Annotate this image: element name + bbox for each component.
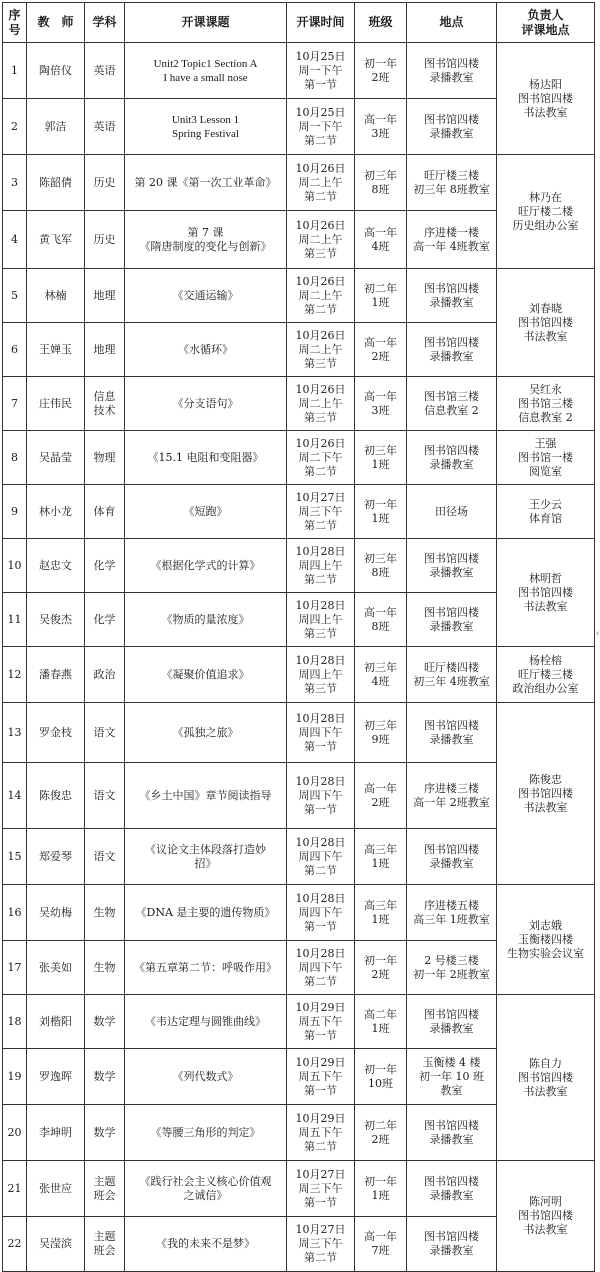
cell-subject: 化学 [85, 593, 125, 647]
cell-location: 图书馆四楼 录播教室 [407, 323, 497, 377]
cell-location: 序进楼五楼 高三年 1班教室 [407, 885, 497, 941]
cell-topic: 《水循环》 [125, 323, 287, 377]
cell-subject: 数学 [85, 995, 125, 1049]
cell-topic: 《物质的量浓度》 [125, 593, 287, 647]
header-reviewer: 负责人 评课地点 [497, 3, 595, 43]
cell-reviewer: 杨达阳 图书馆四楼 书法教室 [497, 43, 595, 155]
cell-topic: 《短跑》 [125, 485, 287, 539]
table-row [3, 431, 595, 485]
cell-class: 初一年 10班 [355, 1049, 407, 1105]
cell-topic: 《15.1 电阻和变阻器》 [125, 431, 287, 485]
cell-topic: 《孤独之旅》 [125, 703, 287, 763]
cell-teacher: 陈俊忠 [27, 763, 85, 829]
cell-reviewer: 刘春晓 图书馆四楼 书法教室 [497, 269, 595, 377]
cell-location: 图书馆四楼 录播教室 [407, 43, 497, 99]
cell-time: 10月26日 周二上午 第三节 [287, 323, 355, 377]
cell-class: 初三年 4班 [355, 647, 407, 703]
cell-location: 旺厅楼四楼 初三年 4班教室 [407, 647, 497, 703]
cell-topic: 《韦达定理与圆锥曲线》 [125, 995, 287, 1049]
cell-topic: 《第五章第二节：呼吸作用》 [125, 941, 287, 995]
cell-time: 10月29日 周五下午 第二节 [287, 1105, 355, 1161]
cell-index: 5 [3, 269, 27, 323]
cell-topic: 《践行社会主义核心价值观 之诚信》 [125, 1161, 287, 1217]
cell-teacher: 罗金枝 [27, 703, 85, 763]
cell-location: 图书馆四楼 录播教室 [407, 1161, 497, 1217]
cell-class: 初一年 2班 [355, 941, 407, 995]
cell-time: 10月25日 周一下午 第二节 [287, 99, 355, 155]
cell-index: 4 [3, 211, 27, 269]
cell-reviewer: 陈河明 图书馆四楼 书法教室 [497, 1161, 595, 1272]
cell-teacher: 庄伟民 [27, 377, 85, 431]
cell-class: 初三年 9班 [355, 703, 407, 763]
cell-location: 图书馆四楼 录播教室 [407, 269, 497, 323]
cell-class: 初三年 8班 [355, 539, 407, 593]
cell-reviewer: 吴红永 图书馆三楼 信息教室 2 [497, 377, 595, 431]
cell-index: 10 [3, 539, 27, 593]
cell-class: 初二年 1班 [355, 269, 407, 323]
cell-time: 10月26日 周二下午 第二节 [287, 431, 355, 485]
cell-class: 高一年 3班 [355, 99, 407, 155]
cell-index: 8 [3, 431, 27, 485]
cell-teacher: 张世应 [27, 1161, 85, 1217]
cell-index: 22 [3, 1217, 27, 1272]
cell-location: 图书馆四楼 录播教室 [407, 593, 497, 647]
cell-index: 13 [3, 703, 27, 763]
cell-class: 高一年 8班 [355, 593, 407, 647]
cell-location: 图书馆四楼 录播教室 [407, 995, 497, 1049]
cell-location: 序进楼一楼 高一年 4班教室 [407, 211, 497, 269]
cell-topic: 第 20 课《第一次工业革命》 [125, 155, 287, 211]
cell-teacher: 吴晶莹 [27, 431, 85, 485]
cell-time: 10月28日 周四下午 第一节 [287, 885, 355, 941]
cell-subject: 主题 班会 [85, 1217, 125, 1272]
cell-reviewer: 林明哲 图书馆四楼 书法教室 [497, 539, 595, 647]
cell-index: 11 [3, 593, 27, 647]
cell-reviewer: 王少云 体育馆 [497, 485, 595, 539]
cell-class: 初一年 1班 [355, 485, 407, 539]
cell-topic: 《交通运输》 [125, 269, 287, 323]
cell-class: 初三年 8班 [355, 155, 407, 211]
cell-index: 21 [3, 1161, 27, 1217]
cell-location: 2 号楼三楼 初一年 2班教室 [407, 941, 497, 995]
cell-index: 7 [3, 377, 27, 431]
cell-topic: 《根据化学式的计算》 [125, 539, 287, 593]
cell-teacher: 陈韶倩 [27, 155, 85, 211]
cell-reviewer: 陈俊忠 图书馆四楼 书法教室 [497, 703, 595, 885]
cell-index: 16 [3, 885, 27, 941]
cell-reviewer: 王强 图书馆一楼 阅览室 [497, 431, 595, 485]
cell-time: 10月26日 周二上午 第三节 [287, 377, 355, 431]
cell-time: 10月26日 周二上午 第二节 [287, 155, 355, 211]
cell-topic: 《乡土中国》章节阅读指导 [125, 763, 287, 829]
cell-subject: 数学 [85, 1049, 125, 1105]
cell-teacher: 郑爱琴 [27, 829, 85, 885]
cell-time: 10月28日 周四下午 第二节 [287, 829, 355, 885]
cell-location: 玉衡楼 4 楼 初一年 10 班 教室 [407, 1049, 497, 1105]
cell-location: 图书馆四楼 录播教室 [407, 431, 497, 485]
cell-teacher: 黄飞军 [27, 211, 85, 269]
cell-location: 序进楼三楼 高一年 2班教室 [407, 763, 497, 829]
cell-subject: 语文 [85, 829, 125, 885]
cell-subject: 主题 班会 [85, 1161, 125, 1217]
header-subject: 学科 [85, 3, 125, 43]
cell-location: 图书馆四楼 录播教室 [407, 829, 497, 885]
cell-time: 10月27日 周三下午 第一节 [287, 1161, 355, 1217]
cell-subject: 数学 [85, 1105, 125, 1161]
cell-topic: Unit2 Topic1 Section A I have a small nose [125, 43, 287, 99]
cell-location: 图书馆四楼 录播教室 [407, 1217, 497, 1272]
cell-topic: 《议论文主体段落打造妙 招》 [125, 829, 287, 885]
header-teacher: 教 师 [27, 3, 85, 43]
table-row [3, 647, 595, 703]
cell-teacher: 赵忠文 [27, 539, 85, 593]
cell-teacher: 吴幼梅 [27, 885, 85, 941]
cell-time: 10月28日 周四上午 第二节 [287, 539, 355, 593]
cell-class: 初一年 2班 [355, 43, 407, 99]
header-index: 序 号 [3, 3, 27, 43]
cell-class: 高三年 1班 [355, 885, 407, 941]
cell-teacher: 张美如 [27, 941, 85, 995]
cell-time: 10月25日 周一下午 第一节 [287, 43, 355, 99]
header-time: 开课时间 [287, 3, 355, 43]
cell-reviewer: 林乃在 旺厅楼二楼 历史组办公室 [497, 155, 595, 269]
cell-class: 高一年 3班 [355, 377, 407, 431]
cell-subject: 英语 [85, 43, 125, 99]
cell-teacher: 林小龙 [27, 485, 85, 539]
cell-teacher: 吴滢滨 [27, 1217, 85, 1272]
cell-subject: 生物 [85, 941, 125, 995]
cell-index: 6 [3, 323, 27, 377]
cell-class: 初二年 2班 [355, 1105, 407, 1161]
cell-topic: 《凝聚价值追求》 [125, 647, 287, 703]
cell-time: 10月28日 周四上午 第三节 [287, 647, 355, 703]
table-row [3, 43, 595, 99]
cell-time: 10月29日 周五下午 第一节 [287, 1049, 355, 1105]
cell-class: 高二年 1班 [355, 995, 407, 1049]
table-row [3, 155, 595, 211]
cell-location: 图书馆四楼 录播教室 [407, 703, 497, 763]
cell-index: 3 [3, 155, 27, 211]
cell-time: 10月26日 周二上午 第二节 [287, 269, 355, 323]
cell-time: 10月28日 周四下午 第一节 [287, 703, 355, 763]
cell-reviewer: 刘志娥 玉衡楼四楼 生物实验会议室 [497, 885, 595, 995]
header-location: 地点 [407, 3, 497, 43]
cell-class: 高一年 7班 [355, 1217, 407, 1272]
cell-time: 10月29日 周五下午 第一节 [287, 995, 355, 1049]
scroll-handle-icon[interactable]: ‹ [596, 629, 600, 639]
cell-teacher: 陶倍仪 [27, 43, 85, 99]
cell-index: 12 [3, 647, 27, 703]
cell-subject: 物理 [85, 431, 125, 485]
cell-topic: 《列代数式》 [125, 1049, 287, 1105]
cell-index: 18 [3, 995, 27, 1049]
cell-index: 17 [3, 941, 27, 995]
cell-topic: Unit3 Lesson 1 Spring Festival [125, 99, 287, 155]
table-row [3, 703, 595, 763]
cell-teacher: 罗逸晖 [27, 1049, 85, 1105]
cell-time: 10月28日 周四下午 第一节 [287, 763, 355, 829]
cell-index: 1 [3, 43, 27, 99]
cell-class: 初三年 1班 [355, 431, 407, 485]
cell-teacher: 王婵玉 [27, 323, 85, 377]
cell-location: 图书馆四楼 录播教室 [407, 539, 497, 593]
cell-class: 初一年 1班 [355, 1161, 407, 1217]
cell-subject: 语文 [85, 703, 125, 763]
cell-location: 图书馆四楼 录播教室 [407, 1105, 497, 1161]
cell-index: 14 [3, 763, 27, 829]
cell-location: 图书馆三楼 信息教室 2 [407, 377, 497, 431]
table-row [3, 485, 595, 539]
cell-teacher: 潘春燕 [27, 647, 85, 703]
cell-index: 20 [3, 1105, 27, 1161]
cell-topic: 《分支语句》 [125, 377, 287, 431]
schedule-table [2, 2, 595, 1272]
cell-teacher: 郭洁 [27, 99, 85, 155]
header-class: 班级 [355, 3, 407, 43]
cell-time: 10月28日 周四下午 第二节 [287, 941, 355, 995]
table-row [3, 269, 595, 323]
cell-location: 旺厅楼三楼 初三年 8班教室 [407, 155, 497, 211]
cell-subject: 政治 [85, 647, 125, 703]
cell-teacher: 刘楷阳 [27, 995, 85, 1049]
cell-index: 9 [3, 485, 27, 539]
table-row [3, 885, 595, 941]
cell-subject: 化学 [85, 539, 125, 593]
cell-subject: 历史 [85, 155, 125, 211]
cell-time: 10月28日 周四上午 第三节 [287, 593, 355, 647]
cell-class: 高一年 4班 [355, 211, 407, 269]
cell-class: 高三年 1班 [355, 829, 407, 885]
cell-topic: 《DNA 是主要的遗传物质》 [125, 885, 287, 941]
cell-class: 高一年 2班 [355, 323, 407, 377]
cell-time: 10月26日 周二上午 第三节 [287, 211, 355, 269]
cell-reviewer: 陈自力 图书馆四楼 书法教室 [497, 995, 595, 1161]
table-row [3, 377, 595, 431]
cell-subject: 英语 [85, 99, 125, 155]
header-row [3, 3, 595, 43]
cell-subject: 地理 [85, 269, 125, 323]
cell-index: 19 [3, 1049, 27, 1105]
cell-location: 田径场 [407, 485, 497, 539]
table-row [3, 995, 595, 1049]
cell-subject: 地理 [85, 323, 125, 377]
cell-location: 图书馆四楼 录播教室 [407, 99, 497, 155]
cell-teacher: 林楠 [27, 269, 85, 323]
cell-index: 2 [3, 99, 27, 155]
cell-topic: 第 7 课 《隋唐制度的变化与创新》 [125, 211, 287, 269]
cell-subject: 生物 [85, 885, 125, 941]
cell-reviewer: 杨栓榕 旺厅楼三楼 政治组办公室 [497, 647, 595, 703]
header-topic: 开课课题 [125, 3, 287, 43]
cell-subject: 历史 [85, 211, 125, 269]
table-row [3, 539, 595, 593]
cell-time: 10月27日 周三下午 第二节 [287, 1217, 355, 1272]
cell-subject: 语文 [85, 763, 125, 829]
cell-topic: 《等腰三角形的判定》 [125, 1105, 287, 1161]
cell-subject: 信息 技术 [85, 377, 125, 431]
cell-subject: 体育 [85, 485, 125, 539]
cell-index: 15 [3, 829, 27, 885]
table-row [3, 1161, 595, 1217]
cell-time: 10月27日 周三下午 第二节 [287, 485, 355, 539]
cell-teacher: 李坤明 [27, 1105, 85, 1161]
cell-teacher: 吴俊杰 [27, 593, 85, 647]
cell-class: 高一年 2班 [355, 763, 407, 829]
cell-topic: 《我的未来不是梦》 [125, 1217, 287, 1272]
